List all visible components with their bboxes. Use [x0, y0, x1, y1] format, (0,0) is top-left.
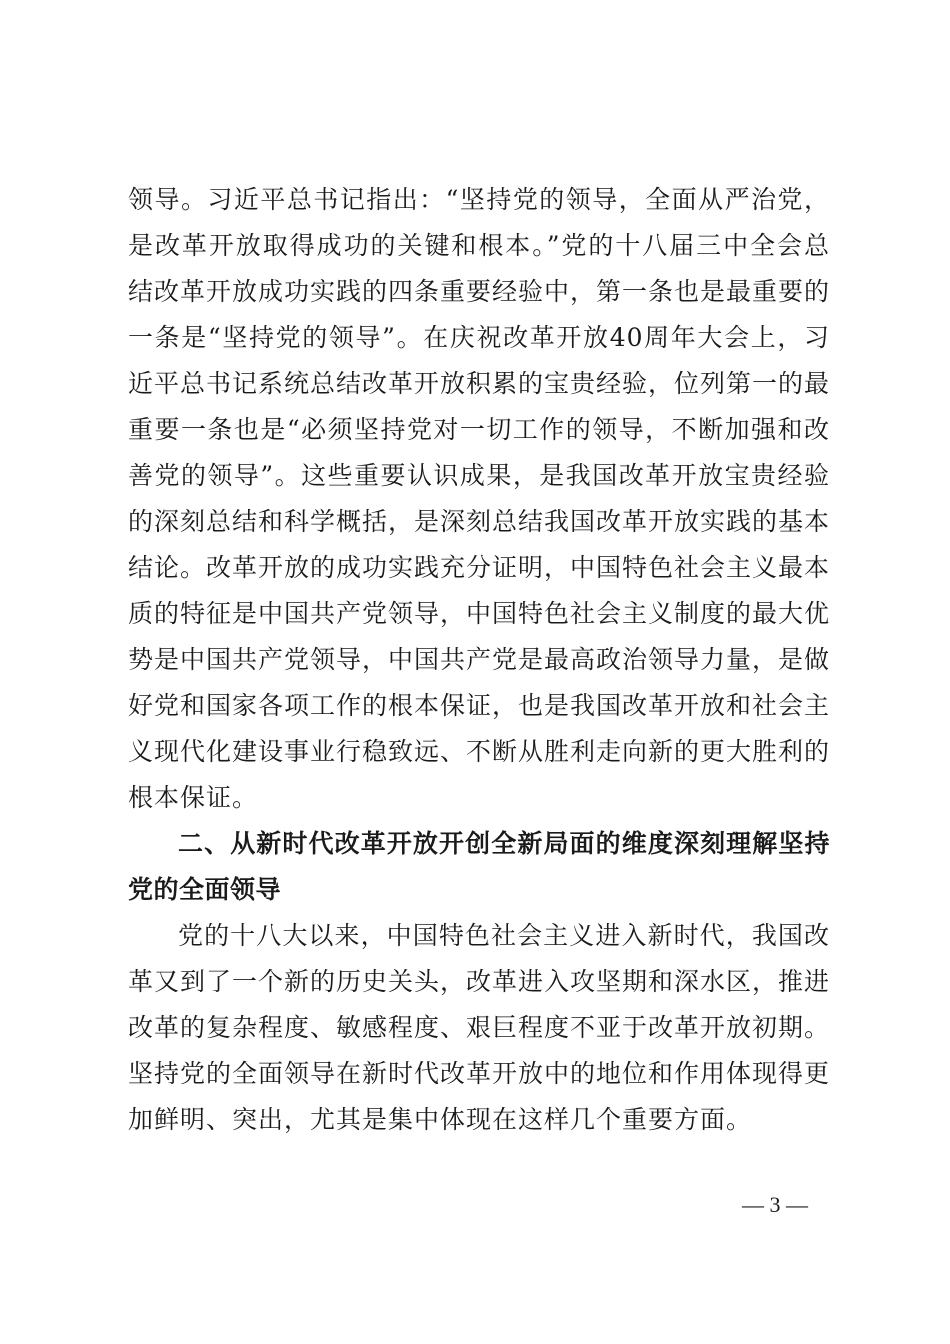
document-page [128, 177, 830, 1143]
page-number: — 3 — [742, 1192, 808, 1217]
text-line: 改革的复杂程度、敏感程度、艰巨程度不亚于改革开放初期。 [128, 1013, 831, 1042]
body-paragraph [128, 913, 830, 1143]
text-line: 加鲜明、突出，尤其是集中体现在这样几个重要方面。 [128, 1105, 753, 1134]
text-line: 重要一条也是“必须坚持党对一切工作的领导，不断加强和改 [128, 415, 830, 444]
text-line: 善党的领导”。这些重要认识成果，是我国改革开放宝贵经验 [128, 461, 830, 490]
text-line: 革又到了一个新的历史关头，改革进入攻坚期和深水区，推进 [128, 967, 831, 996]
text-line: 好党和国家各项工作的根本保证，也是我国改革开放和社会主 [128, 691, 831, 720]
text-line: 党的十八大以来，中国特色社会主义进入新时代，我国改 [178, 921, 830, 950]
text-line: 领导。习近平总书记指出：“坚持党的领导，全面从严治党， [128, 185, 830, 214]
text-line: 质的特征是中国共产党领导，中国特色社会主义制度的最大优 [128, 599, 831, 628]
text-line: 结改革开放成功实践的四条重要经验中，第一条也是最重要的 [128, 277, 831, 306]
text-line: 近平总书记系统总结改革开放积累的宝贵经验，位列第一的最 [128, 369, 831, 398]
section-heading [128, 821, 830, 913]
text-line: 势是中国共产党领导，中国共产党是最高政治领导力量，是做 [128, 645, 831, 674]
text-line: 结论。改革开放的成功实践充分证明，中国特色社会主义最本 [128, 553, 831, 582]
text-line: 一条是“坚持党的领导”。在庆祝改革开放40周年大会上，习 [128, 323, 830, 352]
text-line: 是改革开放取得成功的关键和根本。”党的十八届三中全会总 [128, 231, 830, 260]
text-line: 的深刻总结和科学概括，是深刻总结我国改革开放实践的基本 [128, 507, 831, 536]
text-line: 坚持党的全面领导在新时代改革开放中的地位和作用体现得更 [128, 1059, 831, 1088]
body-paragraph [128, 177, 830, 821]
text-line: 义现代化建设事业行稳致远、不断从胜利走向新的更大胜利的 [128, 737, 831, 766]
heading-line: 党的全面领导 [128, 875, 282, 904]
heading-line: 二、从新时代改革开放开创全新局面的维度深刻理解坚持 [178, 829, 830, 858]
text-line: 根本保证。 [128, 783, 259, 812]
